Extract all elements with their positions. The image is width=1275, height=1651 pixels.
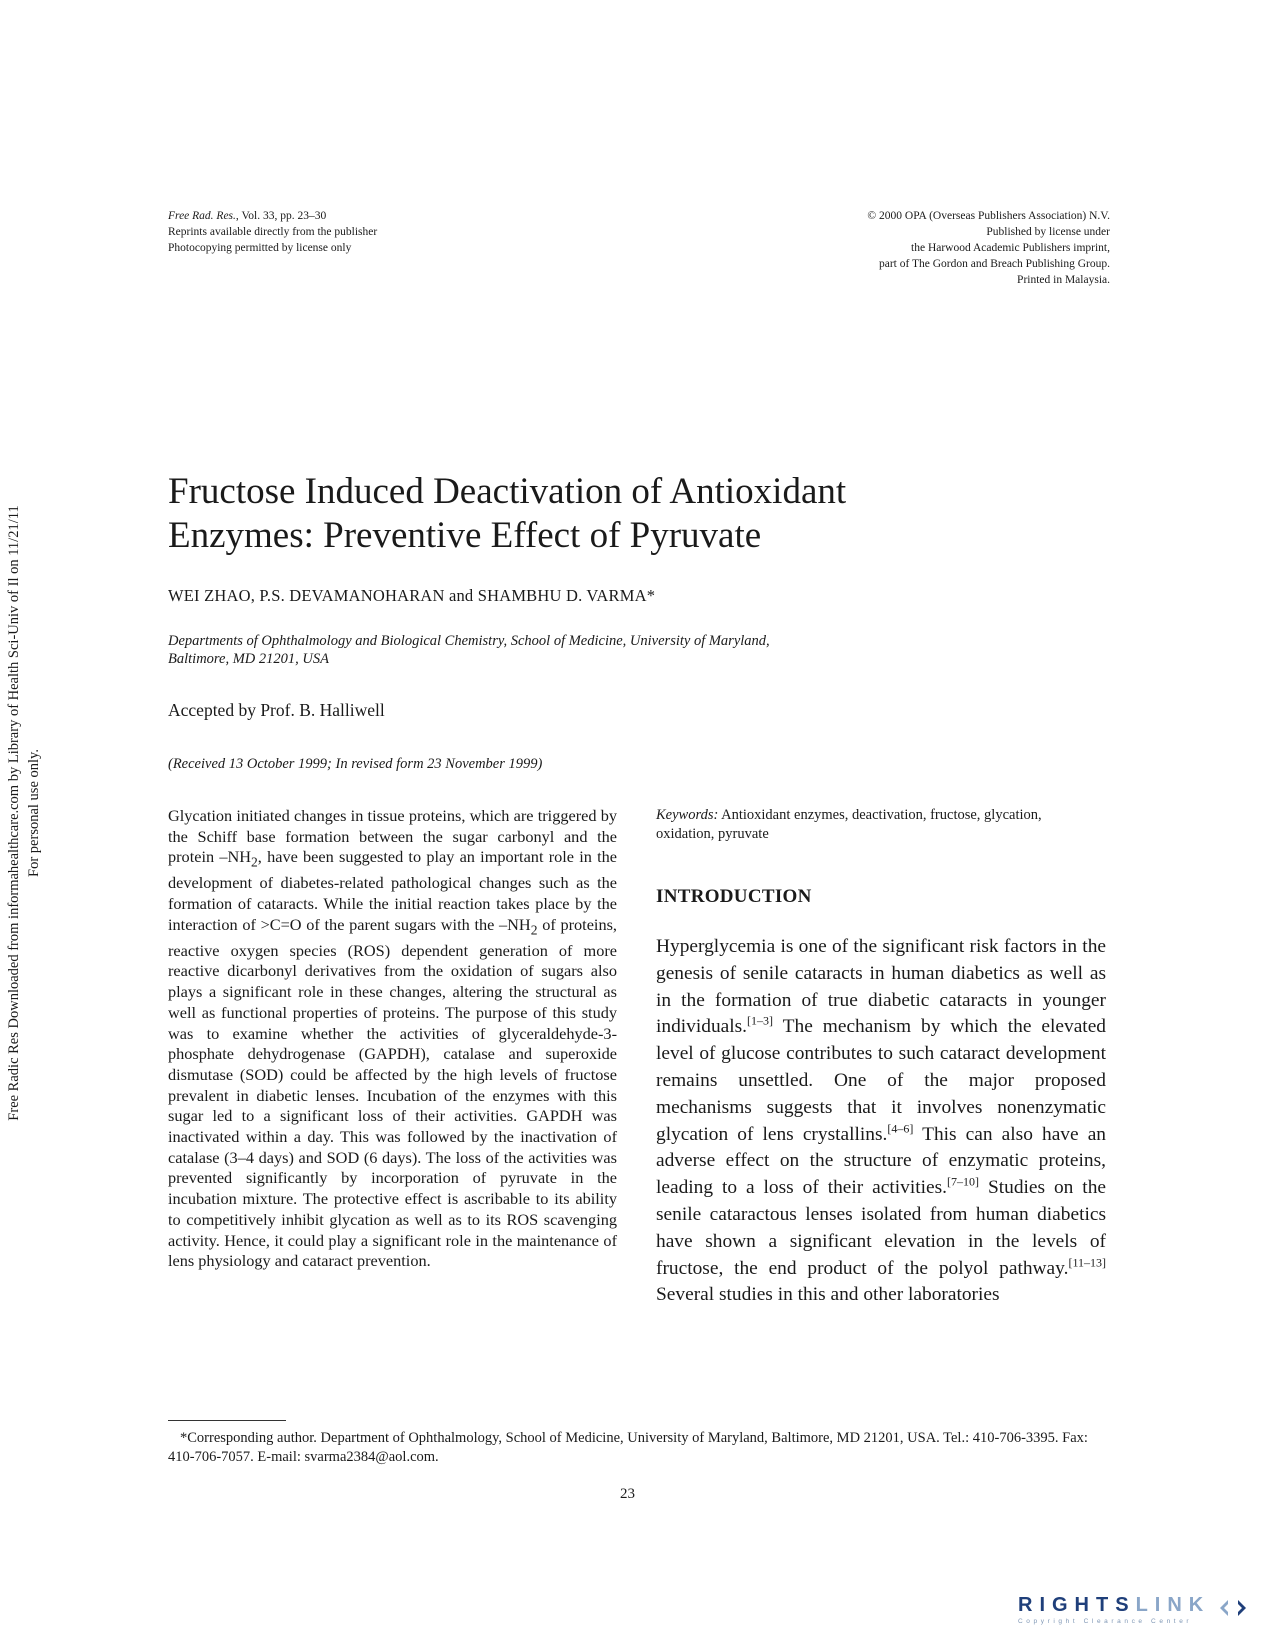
citation-ref-3[interactable]: [7–10] xyxy=(947,1174,980,1189)
citation-ref-4[interactable]: [11–13] xyxy=(1068,1255,1106,1270)
abstract-sub-1: 2 xyxy=(251,854,258,870)
keywords-text: Antioxidant enzymes, deactivation, fructose, glycation, oxidation, pyruvate xyxy=(656,807,1042,842)
journal-citation xyxy=(168,208,608,256)
rightslink-arrows-icon xyxy=(1218,1596,1248,1620)
article-title xyxy=(168,470,1068,558)
affiliation-line-2: Baltimore, MD 21201, USA xyxy=(168,651,329,667)
accepted-by: Accepted by Prof. B. Halliwell xyxy=(168,700,385,720)
page-number: 23 xyxy=(620,1486,635,1502)
affiliation xyxy=(168,632,928,668)
corresponding-author-footnote: *Corresponding author. Department of Ophthalmology, School of Medicine, University of Maryland, Baltimore, MD 21201, USA. Tel.: 410-706-3395. Fax: 410-706-7057. E-mail: svarma2384@aol.com. xyxy=(168,1430,1088,1465)
citation-line-1 xyxy=(168,208,608,224)
journal-volume: , Vol. 33, pp. 23–30 xyxy=(235,210,327,222)
copyright-line-1: © 2000 OPA (Overseas Publishers Association) N.V. xyxy=(867,210,1110,222)
copyright-line-3: the Harwood Academic Publishers imprint, xyxy=(911,242,1110,254)
download-notice-line-1: Free Radic Res Downloaded from informahealthcare.com by Library of Health Sci-Univ of Il on 11/21/11 xyxy=(6,505,22,1121)
logo-text-link: LINK xyxy=(1135,1594,1211,1616)
abstract-part-1: Glycation initiated changes in tissue proteins, which are triggered by the Schiff base formation between the sugar carbonyl and the protein –NH xyxy=(168,806,617,867)
author-list: WEI ZHAO, P.S. DEVAMANOHARAN and SHAMBHU D. VARMA* xyxy=(168,586,656,605)
abstract-part-2: , have been suggested to play an important role in the development of diabetes-related pathological changes such as the formation of cataracts. While the initial reaction takes place by the interaction of >C=O of the parent sugars with the –NH xyxy=(168,847,618,934)
intro-text-4: Studies on the senile cataractous lenses isolated from human diabetics have shown a significant elevation in the levels of fructose, the end product of the polyol pathway. xyxy=(656,1177,1106,1279)
intro-text-1: Hyperglycemia is one of the significant risk factors in the genesis of senile cataracts in human diabetics as well as in the formation of true diabetic cataracts in younger individuals. xyxy=(656,936,1106,1038)
title-line-2: Enzymes: Preventive Effect of Pyruvate xyxy=(168,515,762,556)
keywords xyxy=(656,806,1096,844)
abstract-sub-2: 2 xyxy=(530,922,538,938)
affiliation-line-1: Departments of Ophthalmology and Biological Chemistry, School of Medicine, University of Maryland, xyxy=(168,633,770,649)
rightslink-logo[interactable] xyxy=(1018,1594,1248,1634)
copyright-line-4: part of The Gordon and Breach Publishing Group. xyxy=(878,258,1110,270)
keywords-label: Keywords: xyxy=(656,807,719,823)
copyright-line-5: Printed in Malaysia. xyxy=(1017,274,1110,286)
received-dates: (Received 13 October 1999; In revised form 23 November 1999) xyxy=(168,756,543,772)
introduction-body xyxy=(656,934,1106,1309)
intro-text-5: Several studies in this and other laboratories xyxy=(656,1284,1000,1306)
logo-text-rights: RIGHTS xyxy=(1018,1594,1136,1616)
download-notice xyxy=(4,453,50,1173)
footnote-divider xyxy=(168,1420,286,1421)
copyright-line-2: Published by license under xyxy=(986,226,1110,238)
abstract-part-3: of proteins, reactive oxygen species (ROS) dependent generation of more reactive dicarbonyl derivatives from the oxidation of sugars also plays a significant role in these changes, altering the structural as well as functional properties of proteins. The purpose of this study was to examine whether the activities of glyceraldehyde-3-phosphate dehydrogenase (GAPDH), catalase and superoxide dismutase (SOD) could be affected by the high levels of fructose prevalent in diabetic lenses. Incubation of the enzymes with this sugar led to a significant loss of their activities. GAPDH was inactivated within a day. This was followed by the inactivation of catalase (3–4 days) and SOD (6 days). The loss of the activities was prevented significantly by incorporation of pyruvate in the incubation mixture. The protective effect is ascribable to its ability to competitively inhibit glycation as well as to its ROS scavenging activity. Hence, it could play a significant role in the maintenance of lens physiology and cataract prevention. xyxy=(168,914,617,1271)
journal-name: Free Rad. Res. xyxy=(168,210,236,222)
reprints-note: Reprints available directly from the publisher xyxy=(168,226,378,238)
intro-text-3: This can also have an adverse effect on the structure of enzymatic proteins, leading to a loss of their activities. xyxy=(656,1123,1106,1199)
rightslink-wordmark xyxy=(1018,1594,1248,1617)
download-notice-line-2: For personal use only. xyxy=(26,749,42,877)
abstract xyxy=(168,806,617,1272)
photocopy-note: Photocopying permitted by license only xyxy=(168,242,352,254)
citation-ref-1[interactable]: [1–3] xyxy=(747,1013,774,1028)
title-line-1: Fructose Induced Deactivation of Antioxidant xyxy=(168,471,847,512)
copyright-block xyxy=(740,208,1110,288)
section-heading-introduction: INTRODUCTION xyxy=(656,886,812,907)
citation-ref-2[interactable]: [4–6] xyxy=(887,1121,914,1136)
intro-text-2: The mechanism by which the elevated level of glucose contributes to such cataract development remains unsettled. One of the major proposed mechanisms suggests that it involves nonenzymatic glycation of lens crystallins. xyxy=(656,1016,1106,1145)
logo-subtitle: Copyright Clearance Center xyxy=(1018,1618,1193,1625)
